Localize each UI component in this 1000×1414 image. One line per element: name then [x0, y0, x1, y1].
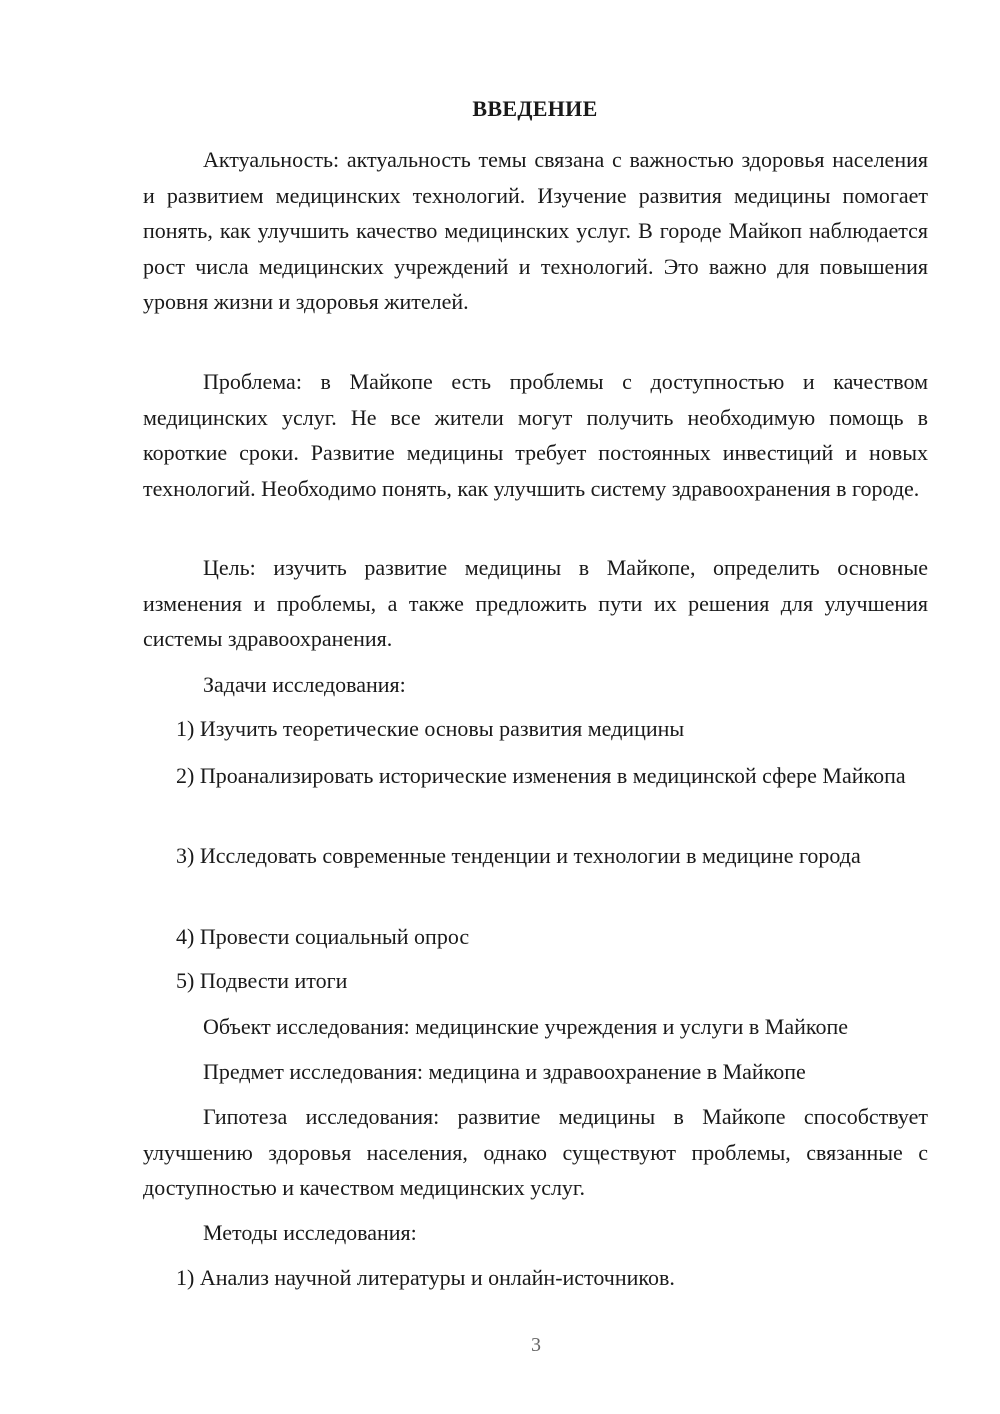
object-line: Объект исследования: медицинские учреждения и услуги в Майкопе — [203, 1014, 849, 1039]
method-item: 1) Анализ научной литературы и онлайн-источников. — [176, 1265, 675, 1290]
page-number: 3 — [531, 1334, 541, 1356]
task-item: 2) Проанализировать исторические изменения в медицинской сфере Майкопа — [176, 763, 906, 788]
subject-line: Предмет исследования: медицина и здравоохранение в Майкопе — [203, 1059, 806, 1084]
tasks-title: Задачи исследования: — [203, 672, 406, 697]
task-item: 3) Исследовать современные тенденции и технологии в медицине города — [176, 843, 861, 868]
goal-paragraph: Цель: изучить развитие медицины в Майкопе, определить основные изменения и проблемы, а также предложить пути их решения для улучшения системы здравоохранения. — [143, 555, 928, 651]
relevance-paragraph: Актуальность: актуальность темы связана с важностью здоровья населения и развитием медицинских технологий. Изучение развития медицины помогает понять, как улучшить качество медицинских услуг. В городе Майкоп наблюдается рост числа медицинских учреждений и технологий. Это важно для повышения уровня жизни и здоровья жителей. — [143, 147, 928, 314]
task-item: 4) Провести социальный опрос — [176, 924, 470, 949]
section-heading: ВВЕДЕНИЕ — [472, 96, 598, 121]
problem-paragraph: Проблема: в Майкопе есть проблемы с доступностью и качеством медицинских услуг. Не все жители могут получить необходимую помощь в короткие сроки. Развитие медицины требует постоянных инвестиций и новых технологий. Необходимо понять, как улучшить систему здравоохранения в городе. — [143, 369, 928, 501]
task-item: 5) Подвести итоги — [176, 968, 348, 993]
hypothesis-paragraph: Гипотеза исследования: развитие медицины в Майкопе способствует улучшению здоровья населения, однако существуют проблемы, связанные с доступностью и качеством медицинских услуг. — [143, 1104, 928, 1200]
task-item: 1) Изучить теоретические основы развития медицины — [176, 716, 685, 741]
methods-title: Методы исследования: — [203, 1220, 417, 1245]
